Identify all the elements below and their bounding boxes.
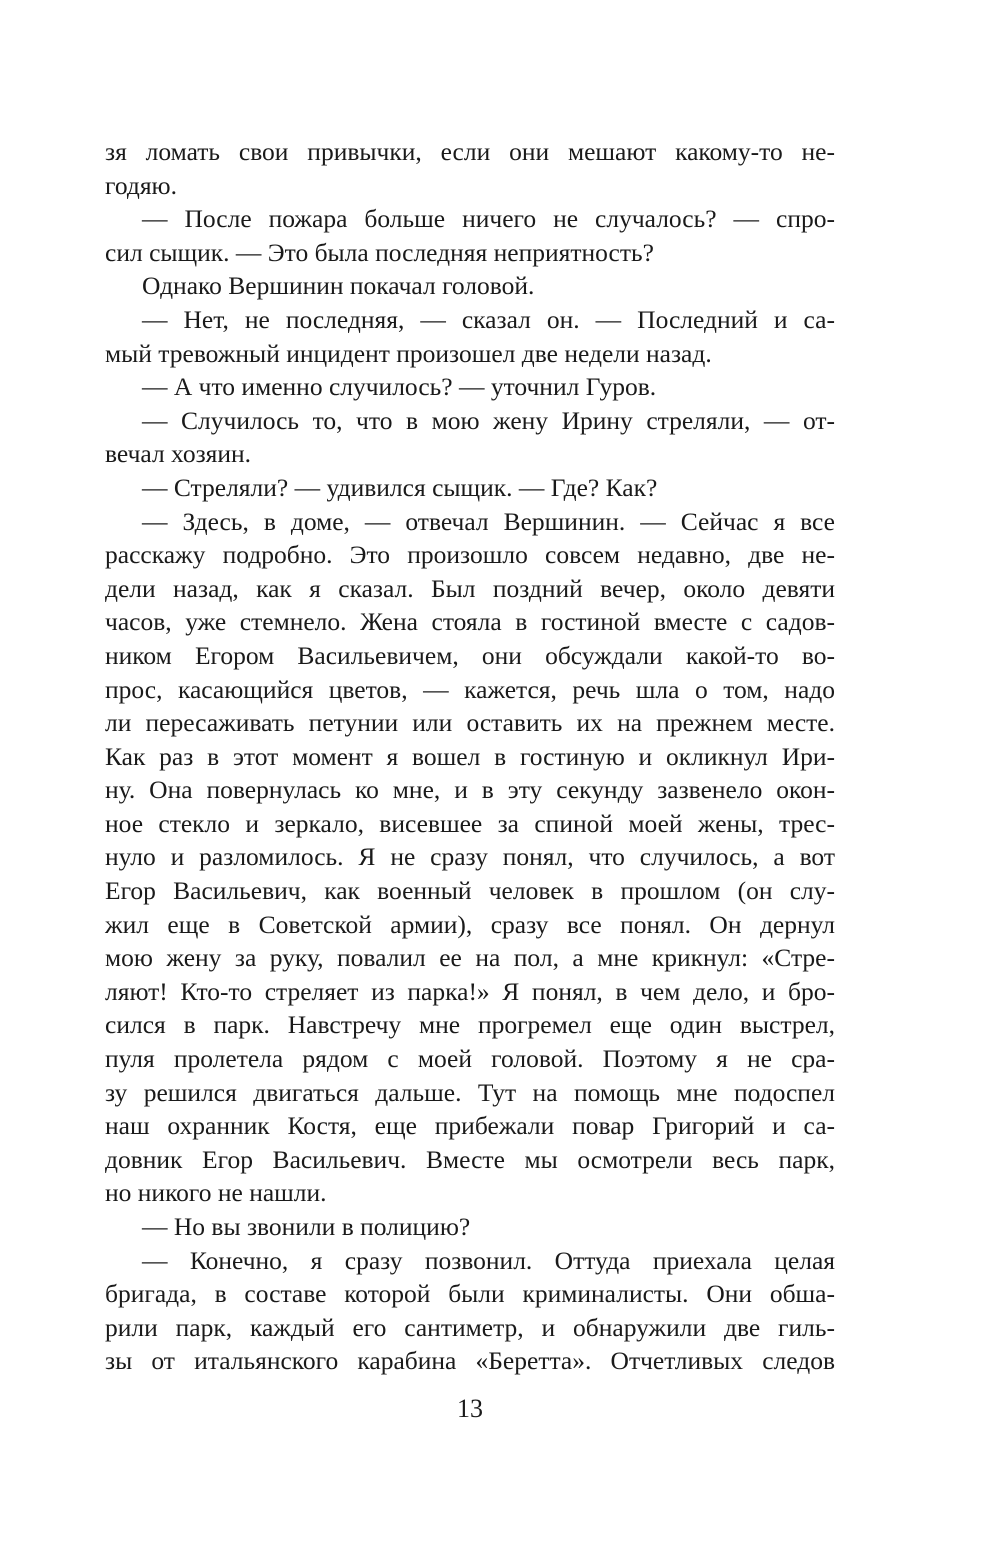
text-line: бригада, в составе которой были криминалисты. Они обша- — [105, 1279, 835, 1309]
text-line: часов, уже стемнело. Жена стояла в гостиной вместе с садов- — [105, 607, 835, 637]
text-line: — Случилось то, что в мою жену Ирину стреляли, — от- — [142, 405, 835, 435]
text-line: расскажу подробно. Это произошло совсем недавно, две не- — [105, 540, 835, 570]
text-line: прос, касающийся цветов, — кажется, речь шла о том, надо — [105, 674, 835, 704]
text-line: жил еще в Советской армии), сразу все понял. Он дернул — [105, 909, 835, 939]
text-line: зу решился двигаться дальше. Тут на помощь мне подоспел — [105, 1077, 835, 1107]
text-line: но никого не нашли. — [105, 1178, 327, 1208]
text-line: ником Егором Васильевичем, они обсуждали какой-то во- — [105, 640, 835, 670]
text-line: — Но вы звонили в полицию? — [142, 1212, 471, 1241]
text-line: сился в парк. Навстречу мне прогремел еще один выстрел, — [105, 1010, 835, 1040]
page-number: 13 — [457, 1394, 483, 1423]
text-line: — Нет, не последняя, — сказал он. — Последний и са- — [142, 304, 835, 334]
text-line: мый тревожный инцидент произошел две недели назад. — [105, 338, 712, 368]
text-line: нуло и разломилось. Я не сразу понял, что случилось, а вот — [105, 842, 835, 872]
text-line: — А что именно случилось? — уточнил Гуров. — [142, 372, 657, 402]
text-line: мою жену за руку, повалил ее на пол, а мне крикнул: «Стре- — [105, 943, 835, 973]
text-line: вечал хозяин. — [105, 439, 252, 469]
text-line: Как раз в этот момент я вошел в гостиную и окликнул Ири- — [105, 741, 835, 771]
text-line: — После пожара больше ничего не случалось? — спро- — [142, 204, 835, 234]
text-line: — Стреляли? — удивился сыщик. — Где? Как? — [142, 472, 658, 502]
text-line: Однако Вершинин покачал головой. — [142, 271, 535, 301]
text-line: — Конечно, я сразу позвонил. Оттуда приехала целая — [142, 1245, 835, 1275]
text-line: ну. Она повернулась ко мне, и в эту секунду зазвенело окон- — [105, 775, 835, 805]
text-line: дели назад, как я сказал. Был поздний вечер, около девяти — [105, 573, 835, 603]
text-line: зы от итальянского карабина «Беретта». Отчетливых следов — [105, 1346, 835, 1376]
body-text — [105, 135, 835, 1378]
text-line: — Здесь, в доме, — отвечал Вершинин. — Сейчас я все — [142, 506, 835, 536]
text-line: ляют! Кто-то стреляет из парка!» Я понял, в чем дело, и бро- — [105, 976, 835, 1006]
text-line: пуля пролетела рядом с моей головой. Поэтому я не сра- — [105, 1044, 835, 1074]
text-line: наш охранник Костя, еще прибежали повар Григорий и са- — [105, 1111, 835, 1141]
text-line: ли пересаживать петунии или оставить их на прежнем месте. — [105, 708, 835, 738]
text-line: ное стекло и зеркало, висевшее за спиной моей жены, трес- — [105, 808, 835, 838]
text-line: зя ломать свои привычки, если они мешают какому-то не- — [105, 137, 835, 166]
text-line: рили парк, каждый его сантиметр, и обнаружили две гиль- — [105, 1312, 835, 1342]
text-line: Егор Васильевич, как военный человек в прошлом (он слу- — [105, 876, 835, 906]
text-line: сил сыщик. — Это была последняя неприятность? — [105, 237, 654, 267]
text-line: годяю. — [105, 170, 177, 200]
text-line: довник Егор Васильевич. Вместе мы осмотрели весь парк, — [105, 1144, 835, 1174]
